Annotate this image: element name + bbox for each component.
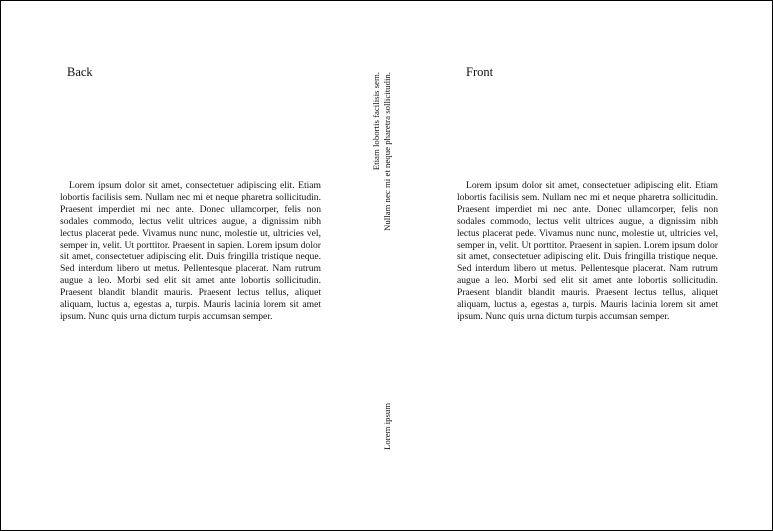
back-paragraph: Lorem ipsum dolor sit amet, consectetuer adipiscing elit. Etiam lobortis facilisis sem. Nullam nec mi et neque pharetra sollicitudin. Praesent imperdiet mi nec ante. Donec ullamcorper, felis non sodales commodo, lectus velit ultrices augue, a dignissim nibh lectus placerat pede. Vivamus nunc nunc, molestie ut, ultricies vel, semper in, velit. Ut porttitor. Praesent in sapien. Lorem ipsum dolor sit amet, consectetuer adipiscing elit. Duis fringilla tristique neque. Sed interdum libero ut metus. Pellentesque placerat. Nam rutrum augue a leo. Morbi sed elit sit amet ante lobortis sollicitudin. Praesent blandit blandit mauris. Praesent lectus tellus, aliquet aliquam, luctus a, egestas a, turpis. Mauris lacinia lorem sit amet ipsum. Nunc quis urna dictum turpis accumsan semper. [60, 180, 321, 322]
spine-line-2: Nullam nec mi et neque pharetra sollicitudin. [382, 72, 392, 232]
back-body-text [60, 180, 321, 323]
spine-line-1: Etiam lobortis facilisis sem. [371, 72, 381, 171]
back-heading: Back [67, 65, 93, 79]
spine-text-block [371, 72, 393, 252]
front-paragraph: Lorem ipsum dolor sit amet, consectetuer adipiscing elit. Etiam lobortis facilisis sem. Nullam nec mi et neque pharetra sollicitudin. Praesent imperdiet mi nec ante. Donec ullamcorper, felis non sodales commodo, lectus velit ultrices augue, a dignissim nibh lectus placerat pede. Vivamus nunc nunc, molestie ut, ultricies vel, semper in, velit. Ut porttitor. Praesent in sapien. Lorem ipsum dolor sit amet, consectetuer adipiscing elit. Duis fringilla tristique neque. Sed interdum libero ut metus. Pellentesque placerat. Nam rutrum augue a leo. Morbi sed elit sit amet ante lobortis sollicitudin. Praesent blandit blandit mauris. Praesent lectus tellus, aliquet aliquam, luctus a, egestas a, turpis. Mauris lacinia lorem sit amet ipsum. Nunc quis urna dictum turpis accumsan semper. [457, 180, 718, 322]
front-body-text [457, 180, 718, 323]
front-heading: Front [466, 65, 494, 79]
spine-title: Lorem ipsum [382, 402, 392, 450]
spine [369, 61, 409, 461]
